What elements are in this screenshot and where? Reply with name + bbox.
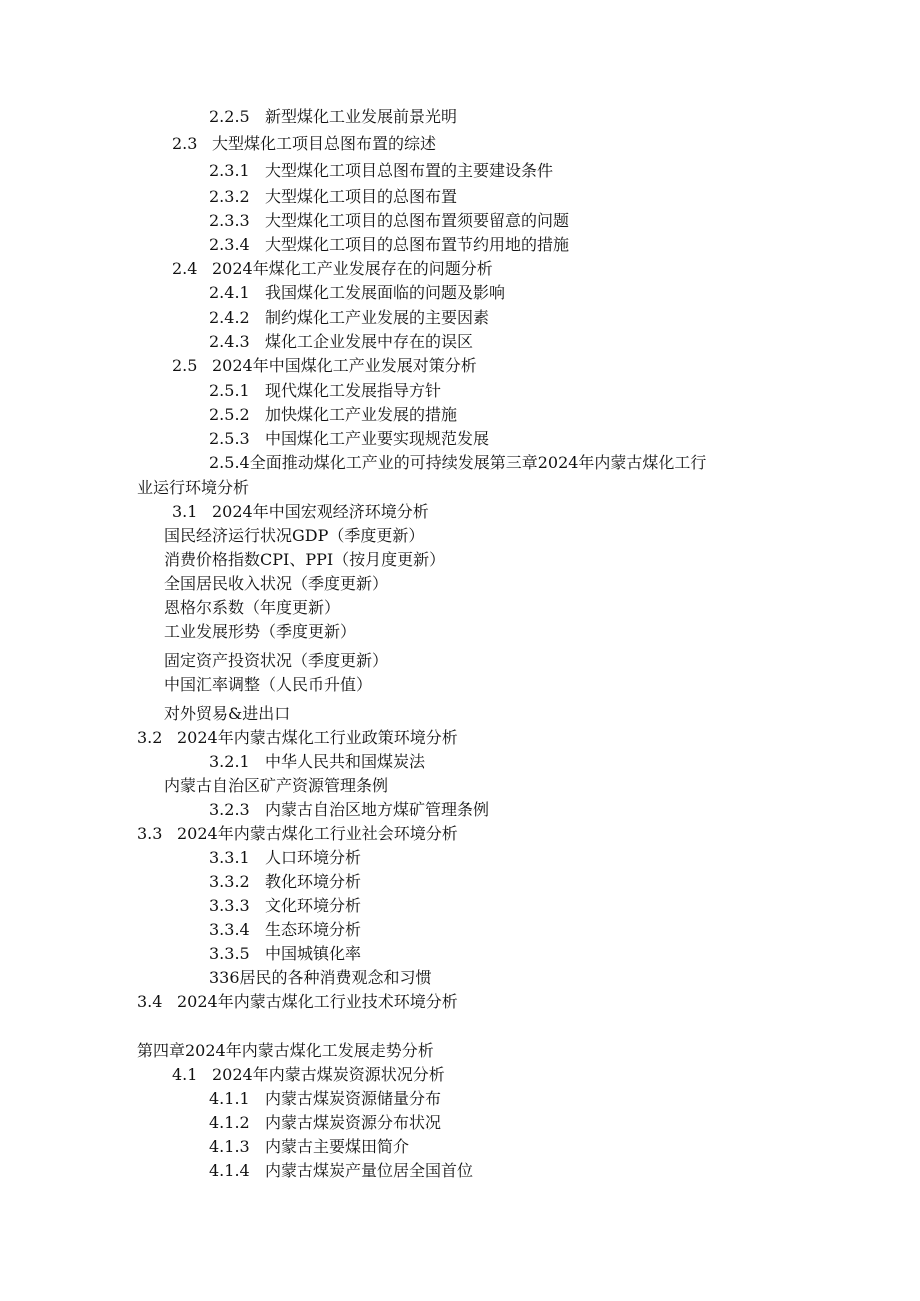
- entry-title: 新型煤化工业发展前景光明: [265, 107, 458, 126]
- entry-title: 消费价格指数CPI、PPI（按月度更新）: [164, 550, 446, 569]
- toc-entry-3-2-1: [209, 751, 425, 773]
- entry-title: 内蒙古自治区地方煤矿管理条例: [265, 800, 490, 819]
- entry-number: 3.2: [137, 728, 163, 747]
- entry-title: 2024年中国煤化工产业发展对策分析: [212, 356, 477, 375]
- toc-entry-3-3-1: [209, 847, 361, 869]
- entry-title: 大型煤化工项目总图布置的综述: [212, 134, 437, 153]
- entry-number: 2.3.1: [209, 161, 250, 180]
- entry-title: 2.5.4全面推动煤化工产业的可持续发展第三章2024年内蒙古煤化工行: [209, 453, 707, 472]
- entry-title: 中国汇率调整（人民币升值）: [164, 675, 373, 694]
- toc-entry-2-5-3: [209, 428, 489, 450]
- toc-entry-2-3: [172, 133, 436, 155]
- toc-entry-engel: [164, 597, 340, 619]
- toc-entry-industry: [164, 621, 356, 643]
- entry-number: 4.1.3: [209, 1137, 250, 1156]
- toc-entry-chapter4: [137, 1040, 434, 1062]
- entry-title: 2024年内蒙古煤化工行业技术环境分析: [177, 992, 458, 1011]
- entry-number: 2.4.2: [209, 308, 250, 327]
- entry-title: 我国煤化工发展面临的问题及影响: [265, 283, 506, 302]
- entry-title: 大型煤化工项目的总图布置节约用地的措施: [265, 235, 570, 254]
- entry-title: 2024年内蒙古煤化工行业社会环境分析: [177, 824, 458, 843]
- toc-entry-exchange-rate: [164, 674, 372, 696]
- entry-title: 教化环境分析: [265, 872, 362, 891]
- toc-entry-2-4-1: [209, 282, 505, 304]
- entry-number: 3.2.3: [209, 800, 250, 819]
- toc-entry-2-5: [172, 355, 477, 377]
- toc-entry-2-4: [172, 258, 493, 280]
- toc-entry-income: [164, 573, 388, 595]
- entry-title: 文化环境分析: [265, 896, 362, 915]
- entry-number: 3.3.5: [209, 944, 250, 963]
- entry-number: 2.4: [172, 259, 198, 278]
- toc-entry-2-4-2: [209, 307, 489, 329]
- toc-entry-3-3-2: [209, 871, 361, 893]
- entry-title: 工业发展形势（季度更新）: [164, 622, 357, 641]
- entry-number: 4.1.4: [209, 1161, 250, 1180]
- entry-title: 国民经济运行状况GDP（季度更新）: [164, 526, 425, 545]
- toc-entry-2-5-1: [209, 380, 441, 402]
- entry-title: 人口环境分析: [265, 848, 362, 867]
- toc-entry-3-3-6: [209, 967, 432, 989]
- entry-title: 内蒙古自治区矿产资源管理条例: [164, 776, 389, 795]
- toc-entry-gdp: [164, 525, 424, 547]
- entry-number: 4.1.1: [209, 1089, 250, 1108]
- entry-number: 2.5.2: [209, 405, 250, 424]
- toc-entry-4-1-4: [209, 1160, 473, 1182]
- entry-title: 大型煤化工项目的总图布置: [265, 187, 458, 206]
- toc-entry-3-2: [137, 727, 458, 749]
- toc-entry-cpi-ppi: [164, 549, 445, 571]
- toc-entry-chapter3-wrap: [137, 477, 249, 499]
- toc-entry-3-3: [137, 823, 458, 845]
- toc-entry-3-1: [172, 501, 429, 523]
- entry-title: 制约煤化工产业发展的主要因素: [265, 308, 490, 327]
- entry-title: 内蒙古煤炭资源分布状况: [265, 1113, 442, 1132]
- entry-number: 3.3.4: [209, 920, 250, 939]
- toc-entry-2-3-4: [209, 234, 569, 256]
- entry-number: 3.1: [172, 502, 198, 521]
- entry-title: 内蒙古煤炭产量位居全国首位: [265, 1161, 474, 1180]
- entry-title: 第四章2024年内蒙古煤化工发展走势分析: [137, 1041, 434, 1060]
- entry-number: 4.1: [172, 1065, 198, 1084]
- toc-entry-investment: [164, 650, 388, 672]
- entry-number: 2.3: [172, 134, 198, 153]
- toc-entry-2-5-2: [209, 404, 457, 426]
- entry-number: 2.5.1: [209, 381, 250, 400]
- entry-title: 中国煤化工产业要实现规范发展: [265, 429, 490, 448]
- entry-title: 中国城镇化率: [265, 944, 362, 963]
- toc-entry-2-2-5: [209, 106, 457, 128]
- entry-title: 恩格尔系数（年度更新）: [164, 598, 341, 617]
- entry-title: 2024年中国宏观经济环境分析: [212, 502, 429, 521]
- entry-number: 2.5: [172, 356, 198, 375]
- entry-number: 2.4.3: [209, 332, 250, 351]
- entry-title: 生态环境分析: [265, 920, 362, 939]
- entry-title: 2024年内蒙古煤化工行业政策环境分析: [177, 728, 458, 747]
- toc-entry-3-2-3: [209, 799, 489, 821]
- entry-title: 煤化工企业发展中存在的误区: [265, 332, 474, 351]
- entry-number: 3.3.2: [209, 872, 250, 891]
- toc-entry-2-3-3: [209, 210, 569, 232]
- entry-number: 3.3.3: [209, 896, 250, 915]
- toc-entry-2-3-1: [209, 160, 553, 182]
- entry-number: 2.3.4: [209, 235, 250, 254]
- entry-number: 3.3: [137, 824, 163, 843]
- entry-title: 全国居民收入状况（季度更新）: [164, 574, 389, 593]
- toc-entry-mineral-regulation: [164, 775, 388, 797]
- toc-entry-trade: [164, 703, 290, 725]
- entry-number: 2.2.5: [209, 107, 250, 126]
- entry-number: 2.5.3: [209, 429, 250, 448]
- toc-entry-3-4: [137, 991, 458, 1013]
- entry-title: 内蒙古煤炭资源储量分布: [265, 1089, 442, 1108]
- toc-entry-2-4-3: [209, 331, 473, 353]
- entry-title: 中华人民共和国煤炭法: [265, 752, 426, 771]
- entry-title: 内蒙古主要煤田简介: [265, 1137, 410, 1156]
- toc-entry-4-1-3: [209, 1136, 409, 1158]
- entry-number: 3.2.1: [209, 752, 250, 771]
- entry-title: 大型煤化工项目的总图布置须要留意的问题: [265, 211, 570, 230]
- toc-entry-3-3-3: [209, 895, 361, 917]
- entry-title: 2024年煤化工产业发展存在的问题分析: [212, 259, 493, 278]
- entry-number: 2.3.3: [209, 211, 250, 230]
- entry-title: 2024年内蒙古煤炭资源状况分析: [212, 1065, 445, 1084]
- toc-entry-2-5-4: [209, 452, 706, 474]
- toc-entry-4-1-1: [209, 1088, 441, 1110]
- entry-title: 加快煤化工产业发展的措施: [265, 405, 458, 424]
- entry-title: 现代煤化工发展指导方针: [265, 381, 442, 400]
- entry-number: 3.3.1: [209, 848, 250, 867]
- entry-number: 3.4: [137, 992, 163, 1011]
- entry-number: 2.3.2: [209, 187, 250, 206]
- entry-number: 4.1.2: [209, 1113, 250, 1132]
- entry-title: 336居民的各种消费观念和习惯: [209, 968, 432, 987]
- toc-entry-3-3-5: [209, 943, 361, 965]
- entry-title: 业运行环境分析: [137, 478, 250, 497]
- toc-entry-4-1: [172, 1064, 445, 1086]
- entry-title: 固定资产投资状况（季度更新）: [164, 651, 389, 670]
- entry-number: 2.4.1: [209, 283, 250, 302]
- toc-entry-2-3-2: [209, 186, 457, 208]
- entry-title: 对外贸易&进出口: [164, 704, 291, 723]
- toc-entry-3-3-4: [209, 919, 361, 941]
- entry-title: 大型煤化工项目总图布置的主要建设条件: [265, 161, 554, 180]
- toc-entry-4-1-2: [209, 1112, 441, 1134]
